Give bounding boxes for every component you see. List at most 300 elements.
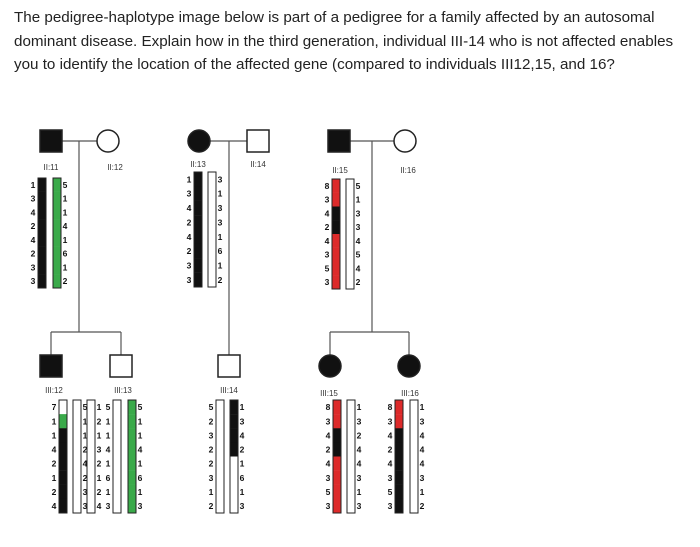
allele-number: 1: [30, 179, 36, 190]
allele-number: 5: [208, 402, 214, 413]
allele-number: 3: [355, 208, 361, 219]
haplotype-segment: [113, 457, 121, 471]
label-iii-15: III:15: [320, 389, 338, 398]
haplotype-segment: [410, 471, 418, 485]
haplotype-segment: [59, 400, 67, 414]
haplotype-segment: [194, 215, 202, 230]
haplotype-segment: [128, 485, 136, 499]
haplotype-segment: [230, 400, 238, 414]
allele-number: 8: [387, 402, 393, 413]
allele-number: 3: [325, 416, 331, 427]
allele-number: 3: [239, 416, 245, 427]
haplotype-segment: [216, 485, 224, 499]
haplotype-segment: [333, 414, 341, 428]
haplotype-segment: [230, 471, 238, 485]
allele-number: 2: [208, 444, 214, 455]
allele-number: 1: [217, 260, 223, 271]
allele-number: 2: [186, 246, 192, 257]
haplotype-segment: [113, 499, 121, 513]
allele-number: 4: [419, 430, 425, 441]
allele-number: 2: [30, 248, 36, 259]
label-iii-16: III:16: [401, 389, 419, 398]
allele-number: 1: [51, 472, 57, 483]
haplotype-segment: [332, 234, 340, 248]
haplotype-segment: [410, 457, 418, 471]
label-ii-13: II:13: [190, 160, 206, 169]
haplotype-segment: [87, 442, 95, 456]
allele-number: 1: [419, 402, 425, 413]
haplotype-segment: [128, 414, 136, 428]
allele-number: 1: [208, 486, 214, 497]
haplotype-segment: [208, 201, 216, 216]
allele-number: 6: [137, 472, 143, 483]
haplotype-iii-15-2: [347, 400, 362, 513]
haplotype-ii-15-2: [346, 179, 361, 289]
haplotype-ii-11-1: [31, 178, 46, 288]
label-ii-16: II:16: [400, 166, 416, 175]
haplotype-segment: [346, 275, 354, 289]
haplotype-segment: [410, 400, 418, 414]
allele-number: 4: [419, 444, 425, 455]
haplotype-segment: [73, 428, 81, 442]
allele-number: 3: [208, 430, 214, 441]
haplotype-segment: [395, 414, 403, 428]
allele-number: 1: [96, 402, 102, 413]
symbol-ii-13-female: [188, 130, 210, 152]
allele-number: 8: [324, 180, 330, 191]
allele-number: 3: [324, 249, 330, 260]
allele-number: 4: [419, 458, 425, 469]
haplotype-segment: [38, 274, 46, 288]
haplotype-segment: [333, 442, 341, 456]
allele-number: 5: [62, 179, 68, 190]
allele-number: 5: [355, 249, 361, 260]
haplotype-segment: [38, 261, 46, 275]
haplotype-segment: [38, 206, 46, 220]
haplotype-segment: [73, 457, 81, 471]
haplotype-segment: [346, 248, 354, 262]
haplotype-segment: [216, 442, 224, 456]
label-iii-13: III:13: [114, 386, 132, 395]
allele-number: 5: [325, 486, 331, 497]
allele-number: 6: [239, 472, 245, 483]
allele-number: 4: [324, 235, 330, 246]
haplotype-iii-13-1: [106, 400, 121, 513]
allele-number: 1: [62, 193, 68, 204]
haplotype-segment: [395, 428, 403, 442]
allele-number: 2: [324, 222, 330, 233]
allele-number: 2: [96, 486, 102, 497]
allele-number: 3: [324, 194, 330, 205]
haplotype-segment: [208, 215, 216, 230]
symbol-ii-11-male: [40, 130, 62, 152]
haplotype-segment: [194, 172, 202, 187]
haplotype-segment: [347, 471, 355, 485]
haplotype-segment: [216, 499, 224, 513]
haplotype-segment: [333, 499, 341, 513]
haplotype-segment: [194, 230, 202, 245]
haplotype-segment: [73, 414, 81, 428]
haplotype-iii-13-2: [128, 400, 143, 513]
haplotype-segment: [332, 248, 340, 262]
haplotype-iii-12-3: [87, 400, 102, 513]
allele-number: 2: [217, 274, 223, 285]
allele-number: 4: [137, 444, 143, 455]
allele-number: 4: [387, 430, 393, 441]
allele-number: 3: [186, 188, 192, 199]
allele-number: 2: [51, 486, 57, 497]
allele-number: 2: [186, 217, 192, 228]
allele-number: 1: [217, 231, 223, 242]
allele-number: 4: [356, 458, 362, 469]
haplotype-segment: [128, 457, 136, 471]
allele-number: 4: [186, 231, 192, 242]
haplotype-segment: [208, 172, 216, 187]
allele-number: 4: [96, 501, 102, 512]
haplotype-segment: [333, 471, 341, 485]
haplotype-segment: [128, 499, 136, 513]
haplotype-segment: [87, 428, 95, 442]
haplotype-segment: [73, 442, 81, 456]
haplotype-segment: [332, 275, 340, 289]
haplotype-iii-15-1: [326, 400, 341, 513]
allele-number: 2: [51, 458, 57, 469]
haplotype-segment: [332, 193, 340, 207]
allele-number: 3: [387, 416, 393, 427]
allele-number: 2: [82, 472, 88, 483]
allele-number: 1: [51, 430, 57, 441]
haplotype-segment: [87, 457, 95, 471]
haplotype-segment: [346, 207, 354, 221]
allele-number: 3: [217, 217, 223, 228]
allele-number: 1: [137, 486, 143, 497]
haplotype-segment: [113, 428, 121, 442]
allele-number: 1: [62, 262, 68, 273]
allele-number: 5: [137, 402, 143, 413]
haplotype-segment: [59, 414, 67, 428]
symbol-iii-13-male: [110, 355, 132, 377]
allele-number: 4: [324, 208, 330, 219]
allele-number: 1: [82, 416, 88, 427]
allele-number: 8: [325, 402, 331, 413]
haplotype-segment: [53, 233, 61, 247]
allele-number: 4: [325, 458, 331, 469]
haplotype-segment: [346, 234, 354, 248]
label-ii-15: II:15: [332, 166, 348, 175]
haplotype-segment: [410, 442, 418, 456]
haplotype-segment: [87, 414, 95, 428]
allele-number: 1: [239, 486, 245, 497]
haplotype-segment: [53, 178, 61, 192]
haplotype-segment: [53, 206, 61, 220]
allele-number: 6: [62, 248, 68, 259]
allele-number: 3: [96, 444, 102, 455]
allele-number: 1: [82, 430, 88, 441]
allele-number: 3: [137, 501, 143, 512]
haplotype-segment: [53, 247, 61, 261]
haplotype-segment: [128, 442, 136, 456]
allele-number: 2: [356, 430, 362, 441]
haplotype-segment: [347, 485, 355, 499]
allele-number: 2: [30, 221, 36, 232]
allele-number: 2: [96, 416, 102, 427]
allele-number: 3: [105, 501, 111, 512]
haplotype-segment: [38, 233, 46, 247]
allele-number: 3: [239, 501, 245, 512]
allele-number: 2: [325, 444, 331, 455]
haplotype-segment: [128, 428, 136, 442]
haplotype-iii-12-2: [73, 400, 88, 513]
haplotype-segment: [395, 485, 403, 499]
allele-number: 2: [387, 444, 393, 455]
allele-number: 7: [51, 402, 57, 413]
symbol-ii-15-male: [328, 130, 350, 152]
haplotype-segment: [230, 457, 238, 471]
allele-number: 3: [186, 260, 192, 271]
haplotype-segment: [208, 186, 216, 201]
haplotype-segment: [53, 219, 61, 233]
haplotype-segment: [38, 178, 46, 192]
haplotype-segment: [347, 400, 355, 414]
allele-number: 1: [356, 486, 362, 497]
haplotype-segment: [208, 273, 216, 288]
haplotype-iii-16-1: [388, 400, 403, 513]
haplotype-segment: [347, 499, 355, 513]
allele-number: 3: [324, 277, 330, 288]
haplotype-segment: [347, 457, 355, 471]
haplotype-iii-16-2: [410, 400, 425, 513]
haplotype-segment: [73, 400, 81, 414]
haplotype-segment: [230, 485, 238, 499]
label-ii-14: II:14: [250, 160, 266, 169]
haplotype-segment: [87, 499, 95, 513]
haplotype-segment: [59, 457, 67, 471]
haplotype-ii-13-1: [187, 172, 202, 287]
haplotype-segment: [346, 220, 354, 234]
allele-number: 1: [137, 458, 143, 469]
allele-number: 1: [137, 416, 143, 427]
haplotype-segment: [410, 499, 418, 513]
allele-number: 4: [355, 263, 361, 274]
symbol-ii-12-female: [97, 130, 119, 152]
haplotype-segment: [73, 471, 81, 485]
allele-number: 5: [387, 486, 393, 497]
haplotype-segment: [208, 258, 216, 273]
haplotype-segment: [59, 428, 67, 442]
haplotype-segment: [59, 442, 67, 456]
haplotype-segment: [395, 471, 403, 485]
haplotype-segment: [332, 220, 340, 234]
haplotype-segment: [333, 400, 341, 414]
allele-number: 3: [325, 501, 331, 512]
haplotype-segment: [333, 485, 341, 499]
haplotype-iii-14-1: [209, 400, 224, 513]
symbol-iii-14-male: [218, 355, 240, 377]
haplotype-segment: [332, 179, 340, 193]
label-ii-12: II:12: [107, 163, 123, 172]
haplotype-segment: [333, 457, 341, 471]
allele-number: 1: [105, 430, 111, 441]
allele-number: 3: [217, 174, 223, 185]
allele-number: 3: [387, 501, 393, 512]
allele-number: 4: [356, 444, 362, 455]
allele-number: 6: [217, 246, 223, 257]
allele-number: 2: [419, 501, 425, 512]
haplotype-segment: [87, 485, 95, 499]
haplotype-segment: [395, 499, 403, 513]
allele-number: 3: [30, 262, 36, 273]
pedigree-lines: [51, 141, 409, 356]
haplotype-segment: [128, 471, 136, 485]
allele-number: 1: [62, 207, 68, 218]
allele-number: 4: [325, 430, 331, 441]
haplotype-iii-14-2: [230, 400, 245, 513]
allele-number: 1: [105, 416, 111, 427]
haplotype-segment: [216, 471, 224, 485]
haplotype-segment: [230, 428, 238, 442]
allele-number: 4: [105, 444, 111, 455]
allele-number: 1: [239, 402, 245, 413]
allele-number: 2: [62, 276, 68, 287]
allele-number: 1: [137, 430, 143, 441]
haplotype-segment: [347, 428, 355, 442]
haplotype-segment: [216, 457, 224, 471]
allele-number: 3: [30, 276, 36, 287]
haplotype-segment: [113, 442, 121, 456]
allele-number: 1: [51, 416, 57, 427]
haplotype-segment: [216, 414, 224, 428]
allele-number: 2: [239, 444, 245, 455]
allele-number: 3: [208, 472, 214, 483]
haplotype-segment: [113, 485, 121, 499]
allele-number: 5: [82, 402, 88, 413]
allele-number: 3: [356, 472, 362, 483]
allele-number: 4: [30, 234, 36, 245]
allele-number: 3: [30, 193, 36, 204]
allele-number: 4: [30, 207, 36, 218]
allele-number: 5: [355, 180, 361, 191]
allele-number: 1: [355, 194, 361, 205]
label-iii-12: III:12: [45, 386, 63, 395]
haplotype-segment: [230, 499, 238, 513]
haplotype-segment: [59, 499, 67, 513]
haplotype-segment: [332, 262, 340, 276]
haplotype-segment: [59, 471, 67, 485]
allele-number: 3: [387, 472, 393, 483]
haplotype-ii-13-2: [208, 172, 223, 287]
haplotype-segment: [216, 428, 224, 442]
allele-number: 3: [419, 416, 425, 427]
allele-number: 3: [82, 501, 88, 512]
haplotype-segment: [53, 261, 61, 275]
allele-number: 4: [355, 235, 361, 246]
haplotype-segment: [230, 414, 238, 428]
allele-number: 1: [105, 486, 111, 497]
haplotype-segment: [38, 247, 46, 261]
haplotype-ii-15-1: [325, 179, 340, 289]
haplotype-segment: [38, 192, 46, 206]
haplotype-segment: [113, 471, 121, 485]
allele-number: 3: [217, 203, 223, 214]
allele-number: 3: [82, 486, 88, 497]
haplotype-segment: [53, 192, 61, 206]
haplotype-segment: [346, 193, 354, 207]
allele-number: 3: [419, 472, 425, 483]
haplotype-segment: [128, 400, 136, 414]
haplotype-segment: [410, 414, 418, 428]
haplotype-segment: [194, 258, 202, 273]
allele-number: 4: [51, 444, 57, 455]
haplotype-segment: [113, 414, 121, 428]
allele-number: 4: [51, 501, 57, 512]
haplotype-segment: [395, 400, 403, 414]
haplotype-ii-11-2: [53, 178, 68, 288]
haplotype-segment: [113, 400, 121, 414]
allele-number: 2: [208, 416, 214, 427]
haplotype-segment: [87, 471, 95, 485]
symbol-iii-15-female: [319, 355, 341, 377]
allele-number: 3: [356, 416, 362, 427]
haplotype-segment: [73, 499, 81, 513]
allele-number: 4: [82, 458, 88, 469]
haplotype-segment: [208, 230, 216, 245]
allele-number: 4: [387, 458, 393, 469]
haplotype-segment: [410, 485, 418, 499]
allele-number: 1: [96, 472, 102, 483]
haplotype-iii-12-1: [52, 400, 67, 513]
question-text: The pedigree-haplotype image below is part of a pedigree for a family affected by an autosomal dominant disease. Explain how in the third generation, individual III-14 who is not affected enables you to identify the location of the affected gene (compared to individuals III12,15, and 16?: [14, 9, 674, 73]
allele-number: 1: [105, 458, 111, 469]
haplotype-segment: [347, 414, 355, 428]
allele-number: 2: [208, 458, 214, 469]
allele-number: 5: [105, 402, 111, 413]
allele-number: 2: [208, 501, 214, 512]
allele-number: 4: [62, 221, 68, 232]
haplotype-segment: [333, 428, 341, 442]
haplotype-segment: [395, 457, 403, 471]
haplotype-segment: [346, 179, 354, 193]
allele-number: 4: [186, 203, 192, 214]
haplotype-segment: [194, 186, 202, 201]
label-iii-14: III:14: [220, 386, 238, 395]
haplotype-segment: [59, 485, 67, 499]
allele-number: 1: [217, 188, 223, 199]
allele-number: 6: [105, 472, 111, 483]
allele-number: 1: [239, 458, 245, 469]
haplotype-segment: [347, 442, 355, 456]
allele-number: 1: [186, 174, 192, 185]
allele-number: 3: [355, 222, 361, 233]
symbol-ii-14-male: [247, 130, 269, 152]
allele-number: 1: [356, 402, 362, 413]
allele-number: 5: [324, 263, 330, 274]
haplotype-segment: [395, 442, 403, 456]
symbol-iii-16-female: [398, 355, 420, 377]
allele-number: 3: [325, 472, 331, 483]
haplotype-segment: [194, 244, 202, 259]
haplotype-segment: [38, 219, 46, 233]
haplotype-segment: [410, 428, 418, 442]
allele-number: 2: [355, 277, 361, 288]
label-ii-11: II:11: [43, 163, 59, 172]
haplotype-segment: [194, 273, 202, 288]
allele-number: 4: [239, 430, 245, 441]
haplotype-segment: [53, 274, 61, 288]
allele-number: 1: [419, 486, 425, 497]
haplotype-segment: [73, 485, 81, 499]
allele-number: 2: [96, 458, 102, 469]
allele-number: 3: [356, 501, 362, 512]
